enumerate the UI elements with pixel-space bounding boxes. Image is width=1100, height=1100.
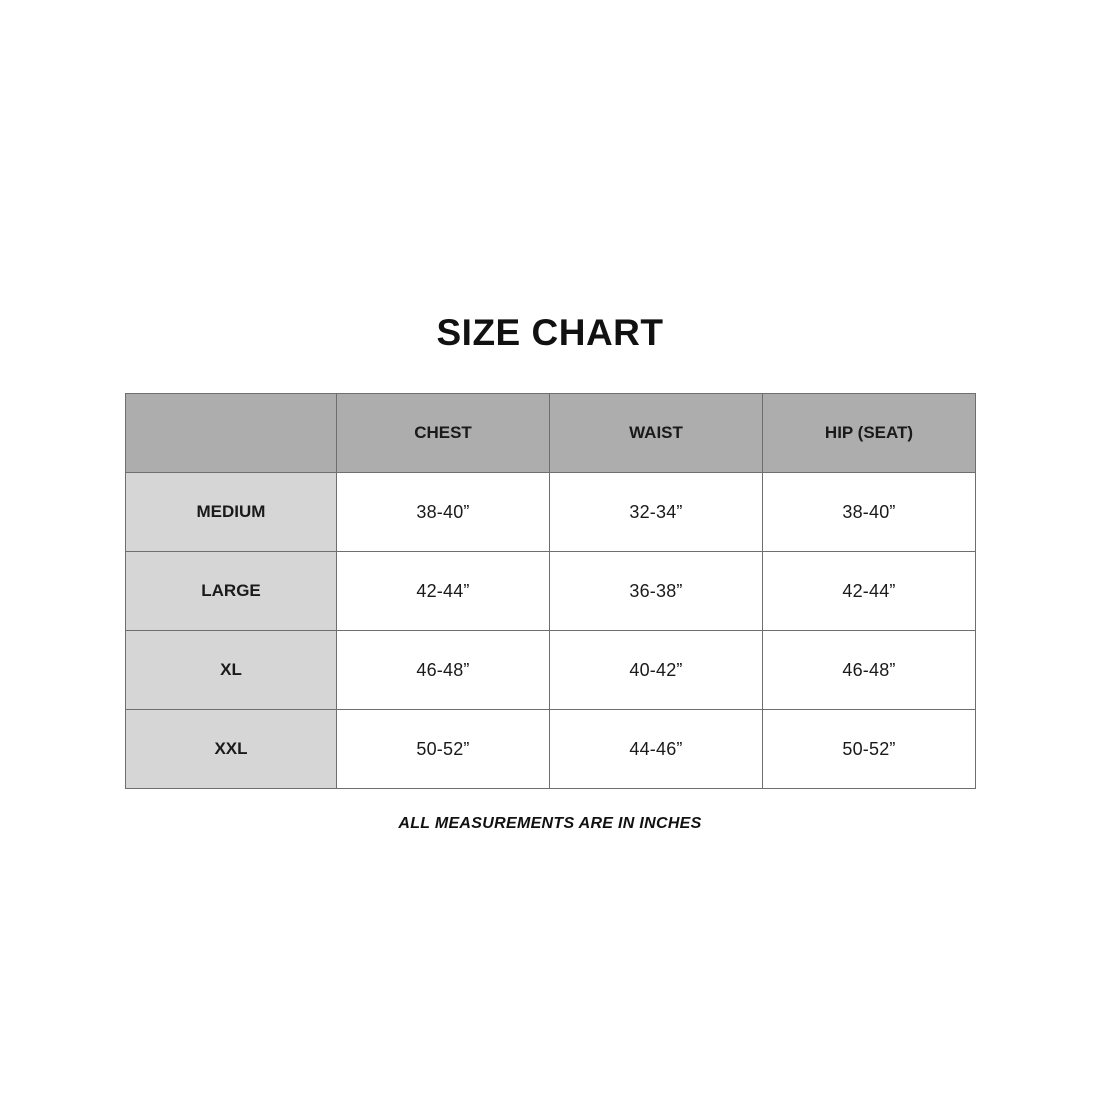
table-body [126,473,976,789]
table-row [126,473,976,552]
header-cell-waist: WAIST [550,394,763,473]
page-title: SIZE CHART [436,312,664,353]
table-row [126,552,976,631]
cell-medium-waist: 32-34” [550,473,763,552]
size-chart-table [125,393,976,789]
cell-medium-hip: 38-40” [763,473,976,552]
cell-large-chest: 42-44” [337,552,550,631]
cell-xl-chest: 46-48” [337,631,550,710]
size-chart-table-wrapper [125,393,975,789]
header-cell-corner [126,394,337,473]
header-cell-hip: HIP (SEAT) [763,394,976,473]
table-row [126,710,976,789]
row-header-medium: MEDIUM [126,473,337,552]
header-cell-chest: CHEST [337,394,550,473]
cell-large-hip: 42-44” [763,552,976,631]
cell-xxl-chest: 50-52” [337,710,550,789]
cell-large-waist: 36-38” [550,552,763,631]
row-header-xxl: XXL [126,710,337,789]
measurements-footnote: ALL MEASUREMENTS ARE IN INCHES [398,815,702,832]
cell-xxl-hip: 50-52” [763,710,976,789]
row-header-xl: XL [126,631,337,710]
cell-medium-chest: 38-40” [337,473,550,552]
cell-xxl-waist: 44-46” [550,710,763,789]
table-header-row [126,394,976,473]
cell-xl-hip: 46-48” [763,631,976,710]
cell-xl-waist: 40-42” [550,631,763,710]
row-header-large: LARGE [126,552,337,631]
table-header [126,394,976,473]
table-row [126,631,976,710]
